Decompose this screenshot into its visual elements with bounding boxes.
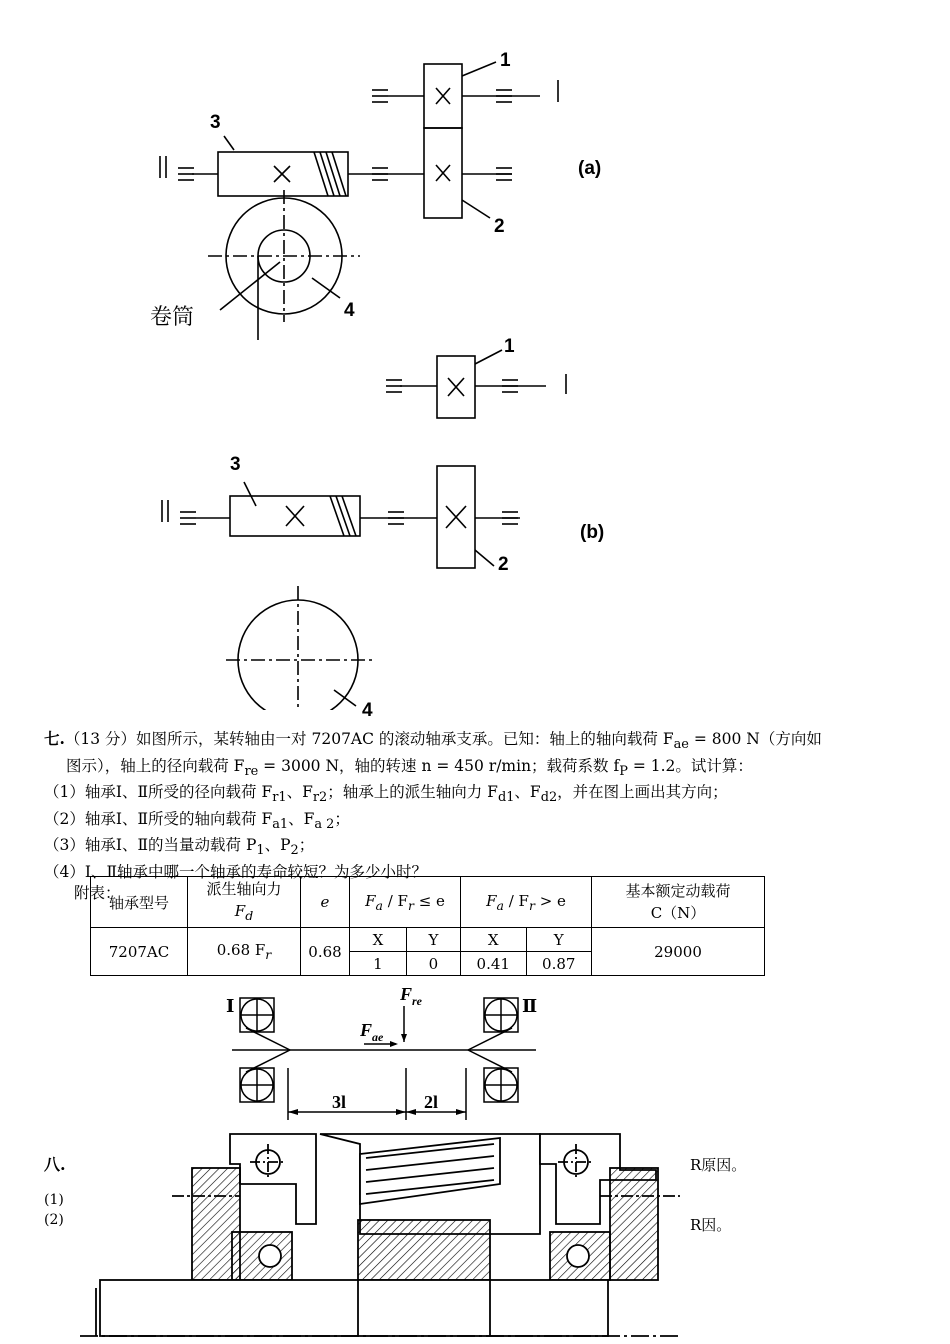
dim-2l: 2l bbox=[424, 1092, 439, 1112]
label-b-3: 3 bbox=[230, 454, 241, 475]
question-2: （2）轴承Ⅰ、Ⅱ所受的轴向载荷 F bbox=[44, 809, 273, 828]
th-fd: 派生轴向力 $F_d$ bbox=[188, 877, 301, 928]
question-1: （1）轴承Ⅰ、Ⅱ所受的径向载荷 F bbox=[44, 783, 273, 802]
td-e: 0.68 bbox=[301, 928, 350, 976]
sub-p: P bbox=[619, 763, 628, 779]
appendix-label: 附表： bbox=[74, 884, 121, 903]
problem-7-line2-tail: = 3000 N，轴的转速 n = 450 r/min；载荷系数 f bbox=[258, 756, 620, 775]
sub-re: re bbox=[244, 763, 259, 779]
td-fd: 0.68 $F_r$ bbox=[188, 928, 301, 976]
question-4: （4）Ⅰ、Ⅱ轴承中哪一个轴承的寿命较短？为多少小时？ bbox=[44, 862, 428, 881]
th-le: $F_a / F_r \le e$ bbox=[350, 877, 461, 928]
th-e: e bbox=[301, 877, 350, 928]
q1-mid2: 、F bbox=[514, 783, 541, 802]
label-drum: 卷筒 bbox=[150, 304, 195, 329]
sub-2: 2 bbox=[290, 843, 299, 859]
q3-tail: ； bbox=[298, 836, 315, 855]
label-b-tag: (b) bbox=[580, 522, 605, 543]
td-c: 29000 bbox=[592, 928, 765, 976]
dim-3l: 3l bbox=[332, 1092, 347, 1112]
gearbox-section-drawing bbox=[0, 1124, 950, 1344]
th-x1: X bbox=[350, 928, 407, 952]
figure-a bbox=[0, 0, 950, 340]
td-type: 7207AC bbox=[91, 928, 188, 976]
sub-r1: r1 bbox=[272, 790, 287, 806]
td-x1: 1 bbox=[350, 952, 407, 976]
td-y2: 0.87 bbox=[526, 952, 592, 976]
q1-tail: ；轴承上的派生轴向力 F bbox=[327, 783, 498, 802]
problem-8-number: 八. bbox=[44, 1155, 66, 1174]
label-a-1: 1 bbox=[500, 50, 511, 71]
sub-r2: r2 bbox=[312, 790, 328, 806]
problem-7-line1: （13 分）如图所示，某转轴由一对 7207AC 的滚动轴承支承。已知：轴上的轴向载荷 F bbox=[64, 730, 674, 748]
problem-7-line2-tail2: = 1.2。试计算： bbox=[627, 756, 753, 775]
sub-1: 1 bbox=[256, 843, 265, 859]
problem-8-sub1: (1) bbox=[44, 1192, 64, 1208]
q1-mid: 、F bbox=[286, 783, 313, 802]
label-b-1: 1 bbox=[504, 336, 515, 357]
problem-7-line1-tail: = 800 N（方向如 bbox=[688, 730, 822, 748]
th-y2: Y bbox=[526, 928, 592, 952]
label-b-4: 4 bbox=[362, 700, 373, 721]
problem-8-right2: R因。 bbox=[690, 1216, 732, 1234]
bearing-figure bbox=[0, 980, 950, 1130]
label-a-tag: (a) bbox=[578, 158, 602, 179]
sub-a2: a 2 bbox=[314, 816, 335, 832]
q2-mid: 、F bbox=[288, 809, 315, 828]
sub-d1: d1 bbox=[497, 790, 515, 806]
th-type: 轴承型号 bbox=[91, 877, 188, 928]
bearing-table bbox=[90, 876, 765, 976]
td-x2: 0.41 bbox=[461, 952, 527, 976]
th-x2: X bbox=[461, 928, 527, 952]
sub-a1: a1 bbox=[272, 816, 289, 832]
figure-b bbox=[0, 330, 950, 710]
q1-tail2: ，并在图上画出其方向； bbox=[557, 783, 728, 802]
fae-label: $F_{ae}$ bbox=[360, 1020, 384, 1044]
problem-8-right1: R原因。 bbox=[690, 1156, 747, 1174]
label-b-2: 2 bbox=[498, 554, 509, 575]
sub-ae: ae bbox=[673, 737, 689, 753]
th-c: 基本额定动载荷 C（N） bbox=[592, 877, 765, 928]
label-a-4: 4 bbox=[344, 300, 355, 321]
problem-7-line2: 图示），轴上的径向载荷 F bbox=[66, 756, 245, 775]
label-a-2: 2 bbox=[494, 216, 505, 237]
th-gt: $F_a / F_r > e$ bbox=[461, 877, 592, 928]
sub-d2: d2 bbox=[540, 790, 558, 806]
bearing-II-label: Ⅱ bbox=[522, 996, 538, 1016]
problem-7-number: 七. bbox=[44, 729, 65, 748]
fre-label: $F_{re}$ bbox=[400, 984, 423, 1008]
td-y1: 0 bbox=[406, 952, 460, 976]
th-y1: Y bbox=[406, 928, 460, 952]
question-3: （3）轴承Ⅰ、Ⅱ的当量动载荷 P bbox=[44, 836, 257, 855]
label-a-3: 3 bbox=[210, 112, 221, 133]
bearing-I-label: Ⅰ bbox=[226, 996, 235, 1016]
problem-8-sub2: (2) bbox=[44, 1212, 64, 1228]
q2-tail: ； bbox=[334, 809, 350, 828]
q3-mid: 、P bbox=[264, 836, 291, 855]
